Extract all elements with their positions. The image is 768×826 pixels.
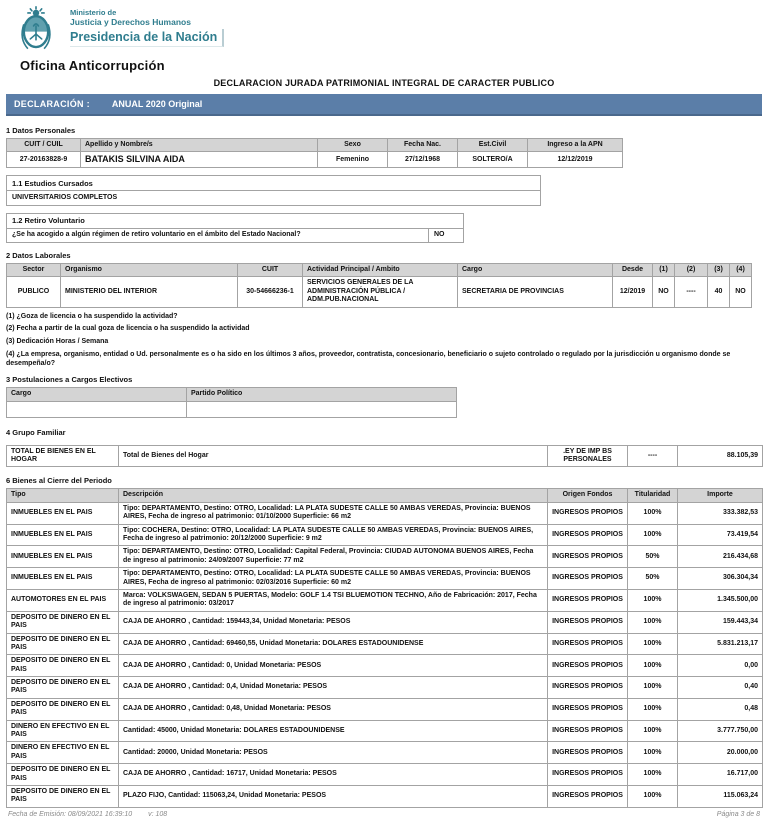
table-cell: SOLTERO/A — [458, 152, 528, 168]
section-heading-bienes: 6 Bienes al Cierre del Periodo — [6, 476, 112, 486]
table-cell: Tipo: DEPARTAMENTO, Destino: OTRO, Localidad: LA PLATA SUDESTE CALLE 50 AMBAS VEREDAS, Provincia: BUENOS AIRES, Fecha de ingreso al patrimonio: 01/10/2000 Superficie: 66 m2 — [119, 502, 548, 524]
table-cell: INGRESOS PROPIOS — [548, 677, 628, 699]
table-cell: SERVICIOS GENERALES DE LA ADMINISTRACIÓN PÚBLICA / ADM.PUB.NACIONAL — [303, 277, 458, 307]
table-row — [7, 502, 763, 524]
table-cell: 100% — [628, 742, 678, 764]
table-cell: Est.Civil — [458, 139, 528, 152]
table-cell: 100% — [628, 589, 678, 611]
coat-of-arms-icon — [10, 6, 62, 59]
table-cell: Descripción — [119, 489, 548, 502]
table-cell: 100% — [628, 611, 678, 633]
footer-version: v: 108 — [148, 811, 168, 818]
table-cell: CAJA DE AHORRO , Cantidad: 0,4, Unidad Monetaria: PESOS — [119, 677, 548, 699]
table-cell: 5.831.213,17 — [678, 633, 763, 655]
table-cell: INGRESOS PROPIOS — [548, 698, 628, 720]
table-cell: DEPOSITO DE DINERO EN EL PAIS — [7, 698, 119, 720]
government-header — [10, 4, 762, 52]
table-cell: CUIT / CUIL — [7, 139, 81, 152]
total-hogar-table — [6, 445, 763, 468]
table-cell: MINISTERIO DEL INTERIOR — [61, 277, 238, 307]
table-cell: CAJA DE AHORRO , Cantidad: 16717, Unidad Monetaria: PESOS — [119, 764, 548, 786]
table-cell: Femenino — [318, 152, 388, 168]
declaration-bar — [6, 94, 762, 116]
retiro-voluntario-box — [6, 213, 464, 243]
table-cell: .EY DE IMP BS PERSONALES — [548, 445, 628, 467]
table-cell: INGRESOS PROPIOS — [548, 720, 628, 742]
table-row — [7, 633, 763, 655]
table-row — [7, 742, 763, 764]
table-cell: PLAZO FIJO, Cantidad: 115063,24, Unidad Monetaria: PESOS — [119, 786, 548, 808]
table-cell: INGRESOS PROPIOS — [548, 524, 628, 546]
table-cell: Cargo — [7, 388, 187, 401]
ministry-line-2: Justicia y Derechos Humanos — [70, 17, 191, 28]
table-cell: 333.382,53 — [678, 502, 763, 524]
table-row — [7, 786, 763, 808]
table-row — [7, 677, 763, 699]
section-heading-grupo-familiar: 4 Grupo Familiar — [6, 427, 66, 437]
table-cell: Sector — [7, 263, 61, 276]
table-cell: Cantidad: 45000, Unidad Monetaria: DOLARES ESTADOUNIDENSE — [119, 720, 548, 742]
section-heading-datos-laborales: 2 Datos Laborales — [6, 250, 71, 260]
table-cell: 216.434,68 — [678, 546, 763, 568]
section-heading-datos-personales: 1 Datos Personales — [6, 126, 76, 135]
table-cell: DEPOSITO DE DINERO EN EL PAIS — [7, 655, 119, 677]
table-cell: INMUEBLES EN EL PAIS — [7, 568, 119, 590]
table-cell: 306.304,34 — [678, 568, 763, 590]
table-cell: INGRESOS PROPIOS — [548, 546, 628, 568]
table-cell: 100% — [628, 786, 678, 808]
table-cell: 0,48 — [678, 698, 763, 720]
table-cell: 1.345.500,00 — [678, 589, 763, 611]
table-cell: 100% — [628, 698, 678, 720]
footnote-2: (2) Fecha a partir de la cual goza de licencia o ha suspendido la actividad — [6, 325, 250, 333]
table-cell: CAJA DE AHORRO , Cantidad: 0, Unidad Monetaria: PESOS — [119, 655, 548, 677]
table-cell: Ingreso a la APN — [528, 139, 623, 152]
table-cell: Desde — [613, 263, 653, 276]
table-cell: NO — [730, 277, 752, 307]
total-hogar-row — [7, 445, 763, 467]
table-cell: DEPOSITO DE DINERO EN EL PAIS — [7, 633, 119, 655]
table-row — [7, 524, 763, 546]
table-header-row — [7, 139, 623, 152]
section-heading-postulaciones: 3 Postulaciones a Cargos Electivos — [6, 375, 133, 385]
table-cell: 100% — [628, 677, 678, 699]
ministry-line-3: Presidencia de la Nación — [70, 29, 224, 47]
declaration-label: DECLARACIÓN : — [14, 99, 90, 109]
table-cell: 100% — [628, 655, 678, 677]
table-cell: Tipo: COCHERA, Destino: OTRO, Localidad: LA PLATA SUDESTE CALLE 50 AMBAS VEREDAS, Provincia: BUENOS AIRES, Fecha de ingreso al patrimonio: 20/12/2000 Superficie: 9 m2 — [119, 524, 548, 546]
table-cell: 20.000,00 — [678, 742, 763, 764]
table-header-row — [7, 388, 457, 401]
table-cell: 16.717,00 — [678, 764, 763, 786]
table-cell: Partido Político — [187, 388, 457, 401]
table-cell: 100% — [628, 502, 678, 524]
footnote-3: (3) Dedicación Horas / Semana — [6, 338, 109, 346]
table-cell: CAJA DE AHORRO , Cantidad: 159443,34, Unidad Monetaria: PESOS — [119, 611, 548, 633]
table-row — [7, 698, 763, 720]
table-cell: INGRESOS PROPIOS — [548, 589, 628, 611]
table-cell: 115.063,24 — [678, 786, 763, 808]
table-cell: 50% — [628, 568, 678, 590]
table-cell: INMUEBLES EN EL PAIS — [7, 502, 119, 524]
table-row — [7, 568, 763, 590]
table-cell: Cargo — [458, 263, 613, 276]
table-cell: INGRESOS PROPIOS — [548, 568, 628, 590]
table-cell: BATAKIS SILVINA AIDA — [81, 152, 318, 168]
table-cell: NO — [653, 277, 675, 307]
table-row — [7, 277, 752, 307]
table-cell: Origen Fondos — [548, 489, 628, 502]
table-cell: 27-20163828-9 — [7, 152, 81, 168]
table-cell: 40 — [708, 277, 730, 307]
table-cell: INGRESOS PROPIOS — [548, 502, 628, 524]
table-cell: 100% — [628, 720, 678, 742]
table-cell: Tipo: DEPARTAMENTO, Destino: OTRO, Localidad: Capital Federal, Provincia: CIUDAD AUTONOMA BUENOS AIRES, Fecha de ingreso al patrimonio: 24/09/2007 Superficie: 77 m2 — [119, 546, 548, 568]
table-cell: 12/12/2019 — [528, 152, 623, 168]
table-cell: 73.419,54 — [678, 524, 763, 546]
table-row — [7, 546, 763, 568]
table-cell: DINERO EN EFECTIVO EN EL PAIS — [7, 720, 119, 742]
table-cell: INGRESOS PROPIOS — [548, 655, 628, 677]
table-cell: Total de Bienes del Hogar — [119, 445, 548, 467]
table-row — [7, 720, 763, 742]
table-cell: 0,00 — [678, 655, 763, 677]
table-cell: INGRESOS PROPIOS — [548, 742, 628, 764]
table-cell: ---- — [628, 445, 678, 467]
table-cell: 30-54666236-1 — [238, 277, 303, 307]
table-cell: 3.777.750,00 — [678, 720, 763, 742]
table-cell: INGRESOS PROPIOS — [548, 786, 628, 808]
bienes-table-body — [7, 502, 763, 807]
footnote-4: (4) ¿La empresa, organismo, entidad o Ud. personalmente es o ha sido en los últimos 3 años, proveedor, contratista, concesionario, beneficiario o sujeto controlado o regulado por la jurisdicción u organismo donde se desempeña/o? — [6, 350, 731, 367]
datos-laborales-table — [6, 263, 752, 308]
postulaciones-table — [6, 387, 457, 417]
table-cell: Fecha Nac. — [388, 139, 458, 152]
table-cell: 100% — [628, 764, 678, 786]
table-cell: Titularidad — [628, 489, 678, 502]
retiro-question: ¿Se ha acogido a algún régimen de retiro voluntario en el ámbito del Estado Nacional? — [7, 229, 429, 242]
table-cell: CAJA DE AHORRO , Cantidad: 0,48, Unidad Monetaria: PESOS — [119, 698, 548, 720]
table-cell: Importe — [678, 489, 763, 502]
page-footer — [8, 811, 760, 818]
table-row — [7, 764, 763, 786]
footnotes-block — [6, 313, 762, 369]
table-row — [7, 611, 763, 633]
table-cell: 0,40 — [678, 677, 763, 699]
table-cell: (3) — [708, 263, 730, 276]
estudios-cursados-box — [6, 175, 541, 205]
section-heading-estudios: 1.1 Estudios Cursados — [6, 175, 541, 191]
table-cell: DEPOSITO DE DINERO EN EL PAIS — [7, 764, 119, 786]
estudios-value: UNIVERSITARIOS COMPLETOS — [6, 190, 541, 205]
declaration-value: ANUAL 2020 Original — [111, 99, 203, 109]
datos-personales-table — [6, 138, 623, 168]
table-cell: DEPOSITO DE DINERO EN EL PAIS — [7, 677, 119, 699]
footer-page-number: Página 3 de 8 — [716, 811, 760, 818]
table-cell: AUTOMOTORES EN EL PAIS — [7, 589, 119, 611]
section-heading-retiro: 1.2 Retiro Voluntario — [6, 213, 464, 229]
table-cell: Actividad Principal / Ambito — [303, 263, 458, 276]
table-cell: INMUEBLES EN EL PAIS — [7, 546, 119, 568]
ministry-line-1: Ministerio de — [70, 8, 117, 17]
table-cell: Apellido y Nombre/s — [81, 139, 318, 152]
table-cell: Sexo — [318, 139, 388, 152]
table-cell: Marca: VOLKSWAGEN, SEDAN 5 PUERTAS, Modelo: GOLF 1.4 TSI BLUEMOTION TECHNO, Año de Fabricación: 2017, Fecha de ingreso al patrimonio: 03/2017 — [119, 589, 548, 611]
table-cell: CAJA DE AHORRO , Cantidad: 69460,55, Unidad Monetaria: DOLARES ESTADOUNIDENSE — [119, 633, 548, 655]
table-cell: INGRESOS PROPIOS — [548, 611, 628, 633]
table-cell: Tipo: DEPARTAMENTO, Destino: OTRO, Localidad: LA PLATA SUDESTE CALLE 50 AMBAS VEREDAS, Provincia: BUENOS AIRES, Fecha de ingreso al patrimonio: 02/03/2016 Superficie: 60 m2 — [119, 568, 548, 590]
table-row — [7, 152, 623, 168]
table-cell: (4) — [730, 263, 752, 276]
table-cell: 100% — [628, 633, 678, 655]
retiro-question-row — [6, 228, 464, 243]
bienes-table — [6, 488, 763, 807]
table-cell: INMUEBLES EN EL PAIS — [7, 524, 119, 546]
table-cell: (1) — [653, 263, 675, 276]
table-cell: CUIT — [238, 263, 303, 276]
table-row-empty — [7, 401, 457, 417]
table-cell: INGRESOS PROPIOS — [548, 764, 628, 786]
table-header-row — [7, 263, 752, 276]
table-cell: TOTAL DE BIENES EN EL HOGAR — [7, 445, 119, 467]
office-title: Oficina Anticorrupción — [20, 58, 165, 73]
table-cell: 100% — [628, 524, 678, 546]
table-cell: 159.443,34 — [678, 611, 763, 633]
table-cell: 12/2019 — [613, 277, 653, 307]
table-cell: 88.105,39 — [678, 445, 763, 467]
table-cell: (2) — [675, 263, 708, 276]
table-row — [7, 589, 763, 611]
table-cell: PUBLICO — [7, 277, 61, 307]
document-title: DECLARACION JURADA PATRIMONIAL INTEGRAL DE CARACTER PUBLICO — [213, 78, 555, 88]
table-cell: DINERO EN EFECTIVO EN EL PAIS — [7, 742, 119, 764]
table-cell: ---- — [675, 277, 708, 307]
table-cell: 50% — [628, 546, 678, 568]
retiro-answer: NO — [434, 231, 445, 239]
table-cell: DEPOSITO DE DINERO EN EL PAIS — [7, 786, 119, 808]
table-cell: DEPOSITO DE DINERO EN EL PAIS — [7, 611, 119, 633]
footer-emission — [8, 811, 167, 818]
table-cell: Organismo — [61, 263, 238, 276]
ministry-title-block — [70, 4, 224, 47]
table-header-row — [7, 489, 763, 502]
footnote-1: (1) ¿Goza de licencia o ha suspendido la actividad? — [6, 312, 178, 320]
table-row — [7, 655, 763, 677]
table-cell: INGRESOS PROPIOS — [548, 633, 628, 655]
table-cell: Tipo — [7, 489, 119, 502]
footer-emission-date: Fecha de Emisión: 08/09/2021 16:39:10 — [8, 811, 133, 818]
table-cell: SECRETARIA DE PROVINCIAS — [458, 277, 613, 307]
table-cell: Cantidad: 20000, Unidad Monetaria: PESOS — [119, 742, 548, 764]
table-cell: 27/12/1968 — [388, 152, 458, 168]
